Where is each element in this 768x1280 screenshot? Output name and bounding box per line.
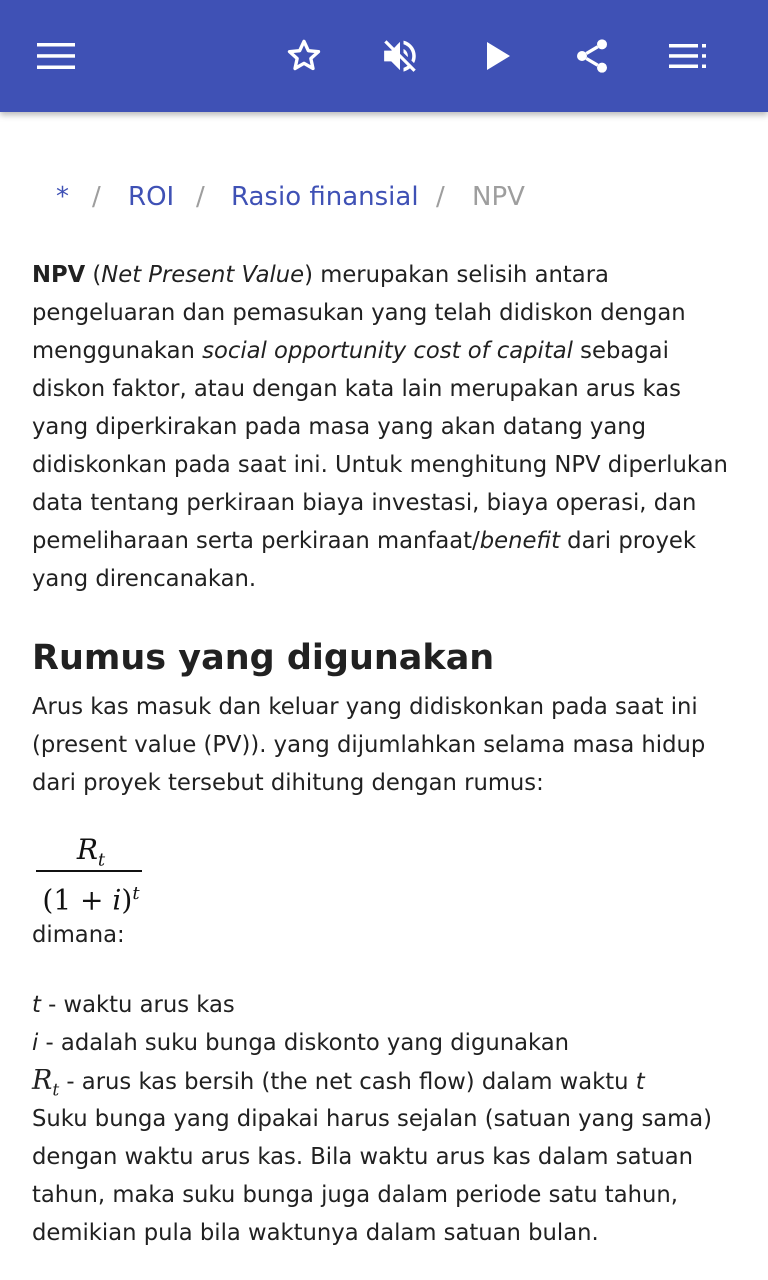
formula-numerator — [36, 832, 146, 871]
intro-text-4: dari proyek yang direncanakan. — [32, 528, 696, 592]
mute-button[interactable] — [370, 26, 430, 86]
term-bold: NPV — [32, 262, 86, 288]
definition-r-text: - arus kas bersih (the net cash flow) dalam waktu — [59, 1069, 636, 1095]
playlist-button[interactable] — [658, 26, 718, 86]
breadcrumb-item-roi[interactable]: ROI — [128, 182, 175, 212]
section-paragraph: Arus kas masuk dan keluar yang didiskonkan pada saat ini (present value (PV)). yang dijumlahkan selama masa hidup dari proyek tersebut dihitung dengan rumus: — [32, 694, 706, 796]
definition-i-text: - adalah suku bunga diskonto yang digunakan — [38, 1030, 570, 1056]
intro-italic-2: social opportunity cost of capital — [202, 338, 573, 364]
definition-i — [32, 1024, 569, 1062]
volume-off-icon — [379, 35, 421, 77]
definition-r-var — [32, 1065, 60, 1101]
definitions-intro: dimana: — [32, 922, 125, 948]
menu-button[interactable] — [26, 26, 86, 86]
section-heading: Rumus yang digunakan — [32, 638, 495, 678]
intro-text-2: ) merupakan selisih antara pengeluaran dan pemasukan yang telah didiskon dengan menggunakan — [32, 262, 686, 364]
definition-r-letter: R — [32, 1065, 53, 1096]
intro-paragraph — [32, 256, 744, 598]
intro-text-1: ( — [85, 262, 102, 288]
intro-italic-1: Net Present Value — [101, 262, 305, 288]
playlist-icon — [669, 42, 707, 70]
fraction-bar — [36, 870, 142, 872]
app-toolbar — [0, 0, 768, 112]
star-icon — [283, 36, 325, 76]
breadcrumb-home[interactable]: * — [56, 182, 69, 212]
definition-t-var: t — [32, 992, 41, 1018]
breadcrumb-separator: / — [436, 182, 445, 212]
definition-r-sub: t — [52, 1080, 60, 1101]
formula-den-sup: t — [132, 883, 140, 904]
formula-denominator — [36, 876, 146, 917]
share-button[interactable] — [562, 26, 622, 86]
breadcrumb-item-rasio-finansial[interactable]: Rasio finansial — [231, 182, 419, 212]
play-icon — [484, 40, 512, 72]
definition-r-tail: t — [635, 1069, 645, 1095]
intro-italic-3: benefit — [479, 528, 560, 554]
menu-icon — [37, 42, 75, 70]
intro-text-3: sebagai diskon faktor, atau dengan kata lain merupakan arus kas yang diperkirakan pada masa yang akan datang yang didiskonkan pada saat ini. Untuk menghitung NPV diperlukan data tentang perkiraan biaya investasi, biaya operasi, dan pemeliharaan serta perkiraan manfaat/ — [32, 338, 728, 554]
breadcrumb-separator: / — [196, 182, 205, 212]
breadcrumb-separator: / — [92, 182, 101, 212]
definition-t — [32, 986, 235, 1024]
definition-t-text: - waktu arus kas — [40, 992, 235, 1018]
formula-numerator-sub: t — [97, 849, 106, 871]
breadcrumb-current: NPV — [472, 182, 525, 212]
formula-den-close: ) — [121, 883, 133, 917]
definition-i-var: i — [32, 1030, 39, 1056]
closing-paragraph: Suku bunga yang dipakai harus sejalan (satuan yang sama) dengan waktu arus kas. Bila waktu arus kas dalam satuan tahun, maka suku bunga juga dalam periode satu tahun, demikian pula bila waktunya dalam satuan bulan. — [32, 1106, 713, 1246]
favorite-button[interactable] — [274, 26, 334, 86]
formula-den-var: i — [112, 883, 122, 917]
play-button[interactable] — [468, 26, 528, 86]
share-icon — [572, 35, 612, 77]
formula-numerator-var: R — [76, 833, 98, 866]
formula-den-open: (1 + — [42, 883, 113, 917]
npv-formula — [36, 832, 146, 917]
